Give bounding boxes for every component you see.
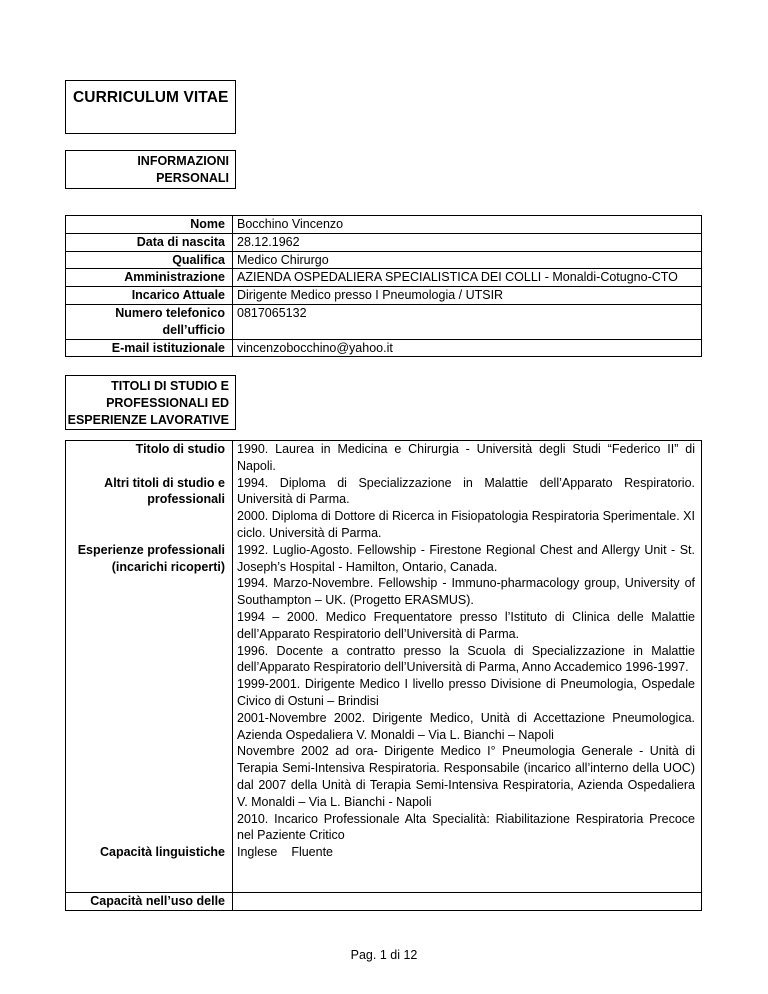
personal-info-table: [65, 215, 702, 357]
entry-text: 2000. Diploma di Dottore di Ricerca in Fisiopatologia Respiratoria Sperimentale. XI ciclo. Università di Parma.: [237, 509, 695, 540]
label-data-nascita: Data di nascita: [66, 233, 233, 251]
label-esperienze-line: (incarichi ricoperti): [111, 559, 225, 574]
value-lingue: [233, 844, 702, 893]
value-qualifica: Medico Chirurgo: [233, 251, 702, 269]
entry-text: 1994. Marzo-Novembre. Fellowship - Immuno-pharmacology group, University of Southampton – UK. (Progetto ERASMUS).: [237, 576, 695, 608]
label-lingue: Capacità linguistiche: [66, 844, 233, 893]
section-header-studies: [65, 375, 236, 430]
entry-text: 1994 – 2000. Medico Frequentatore presso l’Istituto di Clinica delle Malattie dell’Apparato Respiratorio dell’Università di Parma.: [237, 609, 695, 641]
page-number: Pag. 1 di 12: [350, 948, 418, 962]
label-amministrazione: Amministrazione: [66, 269, 233, 287]
label-nome: Nome: [66, 216, 233, 234]
label-incarico-attuale: Incarico Attuale: [66, 287, 233, 305]
entry-text: 1992. Luglio-Agosto. Fellowship - Firestone Regional Chest and Allergy Unit - St. Joseph’s Hospital - Hamilton, Ontario, Canada.: [237, 542, 695, 574]
label-esperienze: [66, 542, 233, 844]
value-incarico-attuale: Dirigente Medico presso I Pneumologia / UTSIR: [233, 287, 702, 305]
section-header-line: TITOLI DI STUDIO E: [111, 379, 229, 393]
entry-text: Novembre 2002 ad ora- Dirigente Medico I° Pneumologia Generale - Unità di Terapia Semi-Intensiva Respiratoria. Responsabile (incarico all’interno della UOC) dal 2007 della Unità di Terapia Semi-Intensiva Respiratoria, Azienda Ospedaliera V. Monaldi – Via L. Bianchi - Napoli: [237, 744, 695, 809]
entry-text: 1999-2001. Dirigente Medico I livello presso Divisione di Pneumologia, Ospedale Civico di Ostuni – Brindisi: [237, 677, 695, 708]
label-altri-titoli: [66, 475, 233, 542]
entry-text: 1990. Laurea in Medicina e Chirurgia - Università degli Studi “Federico II” di Napoli.: [237, 442, 695, 473]
value-altri-titoli: [233, 475, 702, 542]
label-email: E-mail istituzionale: [66, 339, 233, 357]
table-row: [66, 233, 702, 251]
table-row: [66, 475, 702, 542]
table-row: [66, 893, 702, 911]
table-row: [66, 542, 702, 844]
section-header-line: PERSONALI: [156, 171, 229, 185]
table-row: [66, 441, 702, 475]
label-esperienze-line: Esperienze professionali: [77, 542, 225, 557]
value-data-nascita: 28.12.1962: [233, 233, 702, 251]
table-row: [66, 844, 702, 893]
section-header-line: PROFESSIONALI ED: [106, 396, 229, 410]
table-row: [66, 269, 702, 287]
document-title: CURRICULUM VITAE: [73, 89, 229, 106]
language-name: Inglese: [237, 845, 278, 860]
value-telefono: 0817065132: [233, 304, 702, 339]
table-row: [66, 339, 702, 357]
value-capacita-uso: [233, 893, 702, 911]
entry-text: 1994. Diploma di Specializzazione in Malattie dell’Apparato Respiratorio. Università di Parma.: [237, 475, 695, 507]
table-row: [66, 304, 702, 339]
section-header-line: INFORMAZIONI: [137, 154, 229, 168]
label-telefono: [66, 304, 233, 339]
value-nome: Bocchino Vincenzo: [233, 216, 702, 234]
entry-text: 1996. Docente a contratto presso la Scuola di Specializzazione in Malattie dell’Apparato Respiratorio dell’Università di Parma, Anno Accademico 1996-1997.: [237, 643, 695, 675]
studies-experience-table: [65, 440, 702, 911]
label-telefono-line: dell’ufficio: [162, 322, 225, 337]
cv-title-box: [65, 80, 236, 134]
section-header-personal: [65, 150, 236, 189]
value-amministrazione: AZIENDA OSPEDALIERA SPECIALISTICA DEI COLLI - Monaldi-Cotugno-CTO: [233, 269, 702, 287]
section-header-line: ESPERIENZE LAVORATIVE: [67, 413, 229, 427]
entry-text: 2010. Incarico Professionale Alta Specialità: Riabilitazione Respiratoria Precoce nel Paziente Critico: [237, 811, 695, 843]
table-row: [66, 251, 702, 269]
label-telefono-line: Numero telefonico: [115, 305, 225, 320]
label-titolo-studio: Titolo di studio: [66, 441, 233, 475]
value-esperienze: [233, 542, 702, 844]
entry-text: 2001-Novembre 2002. Dirigente Medico, Unità di Accettazione Pneumologica. Azienda Ospedaliera V. Monaldi – Via L. Bianchi – Napoli: [237, 710, 695, 742]
value-titolo-studio: [233, 441, 702, 475]
value-email: vincenzobocchino@yahoo.it: [233, 339, 702, 357]
table-row: [66, 287, 702, 305]
label-altri-titoli-line: professionali: [147, 492, 225, 507]
language-level: Fluente: [291, 845, 334, 860]
label-capacita-uso: Capacità nell’uso delle: [66, 893, 233, 911]
label-altri-titoli-line: Altri titoli di studio e: [104, 475, 225, 490]
label-qualifica: Qualifica: [66, 251, 233, 269]
table-row: [66, 216, 702, 234]
